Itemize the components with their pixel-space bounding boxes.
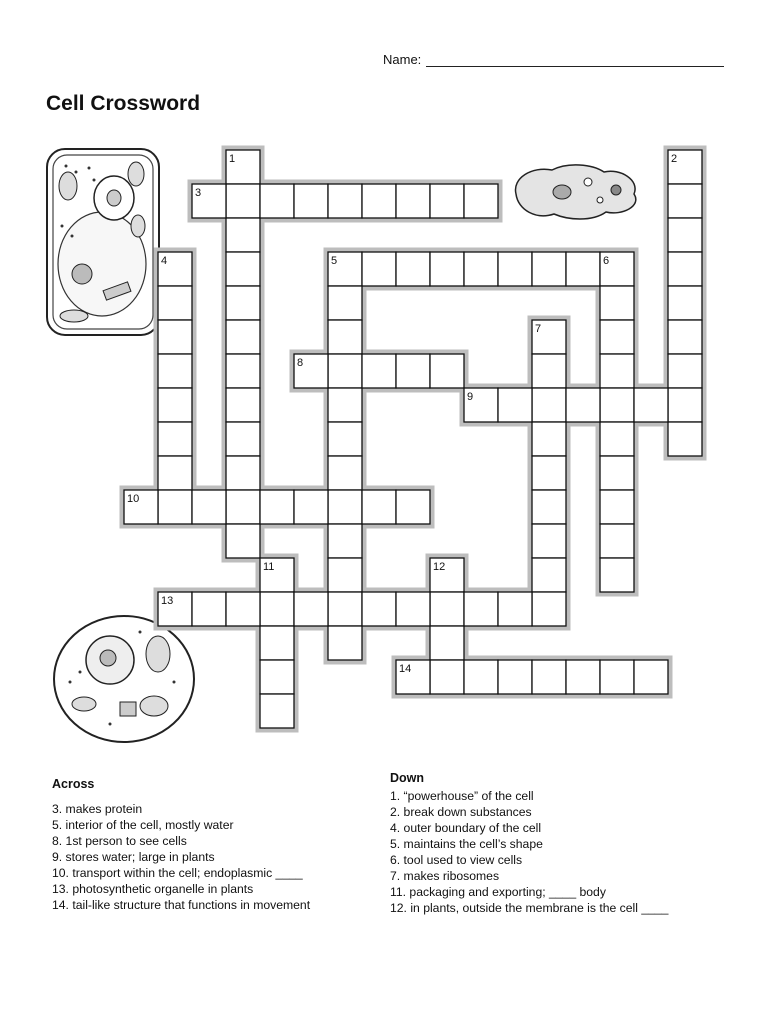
grid-cell[interactable] bbox=[328, 456, 362, 490]
down-clue-6: 6. tool used to view cells bbox=[390, 853, 523, 867]
clue-number-6: 6 bbox=[603, 255, 610, 267]
grid-cell[interactable] bbox=[532, 354, 566, 388]
grid-cell[interactable] bbox=[294, 490, 328, 524]
grid-cell[interactable] bbox=[260, 626, 294, 660]
grid-cell[interactable] bbox=[158, 490, 192, 524]
grid-cell[interactable] bbox=[192, 592, 226, 626]
grid-cell[interactable] bbox=[260, 184, 294, 218]
grid-cell[interactable] bbox=[226, 320, 260, 354]
grid-cell[interactable] bbox=[294, 592, 328, 626]
grid-cell[interactable] bbox=[600, 660, 634, 694]
across-clue-8: 8. 1st person to see cells bbox=[52, 834, 187, 848]
page-title: Cell Crossword bbox=[46, 92, 201, 115]
clue-number-14: 14 bbox=[399, 663, 412, 675]
grid-cell[interactable] bbox=[634, 388, 668, 422]
across-clue-10: 10. transport within the cell; endoplasmic ____ bbox=[52, 866, 303, 880]
grid-cell[interactable] bbox=[430, 354, 464, 388]
grid-cell[interactable] bbox=[498, 660, 532, 694]
grid-cell[interactable] bbox=[226, 184, 260, 218]
grid-cell[interactable] bbox=[600, 320, 634, 354]
grid-cell[interactable] bbox=[498, 592, 532, 626]
grid-cell[interactable] bbox=[158, 388, 192, 422]
grid-cell[interactable] bbox=[396, 252, 430, 286]
grid-cell[interactable] bbox=[668, 184, 702, 218]
grid-cell[interactable] bbox=[226, 422, 260, 456]
grid-cell[interactable] bbox=[260, 660, 294, 694]
grid-cell[interactable] bbox=[668, 422, 702, 456]
grid-cell[interactable] bbox=[668, 320, 702, 354]
grid-cell[interactable] bbox=[600, 524, 634, 558]
grid-cell[interactable] bbox=[328, 558, 362, 592]
grid-cell[interactable] bbox=[260, 694, 294, 728]
grid-cell[interactable] bbox=[226, 456, 260, 490]
name-label: Name: bbox=[383, 52, 422, 67]
grid-cell[interactable] bbox=[498, 388, 532, 422]
clue-number-1: 1 bbox=[229, 153, 236, 165]
clue-number-9: 9 bbox=[467, 391, 474, 403]
grid-cell[interactable] bbox=[634, 660, 668, 694]
grid-cell[interactable] bbox=[328, 422, 362, 456]
across-clues bbox=[52, 776, 310, 913]
grid-cell[interactable] bbox=[532, 490, 566, 524]
grid-cell[interactable] bbox=[532, 422, 566, 456]
clue-number-7: 7 bbox=[535, 323, 542, 335]
grid-cell[interactable] bbox=[396, 354, 430, 388]
down-clues bbox=[390, 770, 668, 916]
grid-cell[interactable] bbox=[260, 490, 294, 524]
grid-cell[interactable] bbox=[328, 354, 362, 388]
grid-cell[interactable] bbox=[396, 592, 430, 626]
grid-cell[interactable] bbox=[158, 354, 192, 388]
grid-cell[interactable] bbox=[532, 252, 566, 286]
grid-cell[interactable] bbox=[226, 354, 260, 388]
grid-cell[interactable] bbox=[328, 626, 362, 660]
grid-cell[interactable] bbox=[668, 388, 702, 422]
across-clue-5: 5. interior of the cell, mostly water bbox=[52, 818, 234, 832]
clue-number-3: 3 bbox=[195, 187, 202, 199]
grid-cell[interactable] bbox=[158, 422, 192, 456]
down-clue-7: 7. makes ribosomes bbox=[390, 869, 500, 883]
grid-cell[interactable] bbox=[566, 252, 600, 286]
grid-cell[interactable] bbox=[430, 626, 464, 660]
grid-cell[interactable] bbox=[328, 490, 362, 524]
grid-cell[interactable] bbox=[362, 592, 396, 626]
grid-cell[interactable] bbox=[328, 592, 362, 626]
grid-cell[interactable] bbox=[464, 184, 498, 218]
grid-cell[interactable] bbox=[430, 660, 464, 694]
down-clue-1: 1. “powerhouse” of the cell bbox=[390, 789, 534, 803]
grid-cell[interactable] bbox=[600, 490, 634, 524]
grid-cell[interactable] bbox=[430, 592, 464, 626]
grid-cell[interactable] bbox=[158, 456, 192, 490]
grid-cell[interactable] bbox=[532, 558, 566, 592]
grid-cell[interactable] bbox=[532, 456, 566, 490]
grid-cell[interactable] bbox=[668, 354, 702, 388]
grid-cell[interactable] bbox=[464, 592, 498, 626]
grid-cell[interactable] bbox=[498, 252, 532, 286]
grid-cell[interactable] bbox=[396, 490, 430, 524]
grid-cell[interactable] bbox=[362, 252, 396, 286]
grid-cell[interactable] bbox=[396, 184, 430, 218]
grid-cell[interactable] bbox=[600, 388, 634, 422]
clue-number-5: 5 bbox=[331, 255, 338, 267]
clue-number-8: 8 bbox=[297, 357, 304, 369]
grid-cell[interactable] bbox=[600, 456, 634, 490]
grid-cell[interactable] bbox=[158, 286, 192, 320]
grid-cell[interactable] bbox=[464, 660, 498, 694]
grid-cell[interactable] bbox=[668, 286, 702, 320]
grid-cell[interactable] bbox=[668, 252, 702, 286]
clue-number-4: 4 bbox=[161, 255, 168, 267]
grid-cell[interactable] bbox=[294, 184, 328, 218]
grid-cell[interactable] bbox=[362, 490, 396, 524]
down-clue-11: 11. packaging and exporting; ____ body bbox=[390, 885, 606, 899]
grid-cell[interactable] bbox=[600, 422, 634, 456]
grid-cell[interactable] bbox=[430, 252, 464, 286]
grid-cell[interactable] bbox=[226, 252, 260, 286]
grid-cell[interactable] bbox=[566, 388, 600, 422]
grid-cell[interactable] bbox=[328, 184, 362, 218]
grid-cell[interactable] bbox=[158, 320, 192, 354]
grid-cell[interactable] bbox=[328, 524, 362, 558]
grid-cell[interactable] bbox=[328, 320, 362, 354]
grid-cell[interactable] bbox=[260, 592, 294, 626]
grid-cell[interactable] bbox=[430, 184, 464, 218]
grid-cell[interactable] bbox=[600, 354, 634, 388]
grid-cell[interactable] bbox=[600, 558, 634, 592]
grid-cell[interactable] bbox=[362, 184, 396, 218]
down-clue-4: 4. outer boundary of the cell bbox=[390, 821, 542, 835]
across-clue-13: 13. photosynthetic organelle in plants bbox=[52, 882, 254, 896]
clue-number-2: 2 bbox=[671, 153, 678, 165]
grid-cell[interactable] bbox=[566, 660, 600, 694]
across-heading: Across bbox=[52, 777, 95, 791]
grid-cell[interactable] bbox=[600, 286, 634, 320]
down-heading: Down bbox=[390, 771, 425, 785]
down-clue-12: 12. in plants, outside the membrane is the cell ____ bbox=[390, 901, 669, 915]
clue-number-10: 10 bbox=[127, 493, 140, 505]
grid-cell[interactable] bbox=[362, 354, 396, 388]
clue-number-11: 11 bbox=[263, 561, 275, 573]
grid-cell[interactable] bbox=[668, 218, 702, 252]
grid-cell[interactable] bbox=[328, 286, 362, 320]
clue-number-12: 12 bbox=[433, 561, 446, 573]
across-clue-3: 3. makes protein bbox=[52, 802, 143, 816]
grid-cell[interactable] bbox=[226, 218, 260, 252]
grid-cell[interactable] bbox=[226, 388, 260, 422]
grid-cell[interactable] bbox=[226, 490, 260, 524]
grid-cell[interactable] bbox=[532, 660, 566, 694]
grid-cell[interactable] bbox=[464, 252, 498, 286]
grid-cell[interactable] bbox=[328, 388, 362, 422]
grid-cell[interactable] bbox=[532, 524, 566, 558]
down-clue-2: 2. break down substances bbox=[390, 805, 532, 819]
grid-cell[interactable] bbox=[226, 592, 260, 626]
across-clue-14: 14. tail-like structure that functions in movement bbox=[52, 898, 311, 912]
across-clue-9: 9. stores water; large in plants bbox=[52, 850, 215, 864]
grid-cell[interactable] bbox=[226, 286, 260, 320]
grid-cell[interactable] bbox=[532, 388, 566, 422]
clue-number-13: 13 bbox=[161, 595, 174, 607]
grid-cell[interactable] bbox=[226, 524, 260, 558]
grid-cell[interactable] bbox=[192, 490, 226, 524]
grid-cell[interactable] bbox=[532, 592, 566, 626]
down-clue-5: 5. maintains the cell’s shape bbox=[390, 837, 543, 851]
